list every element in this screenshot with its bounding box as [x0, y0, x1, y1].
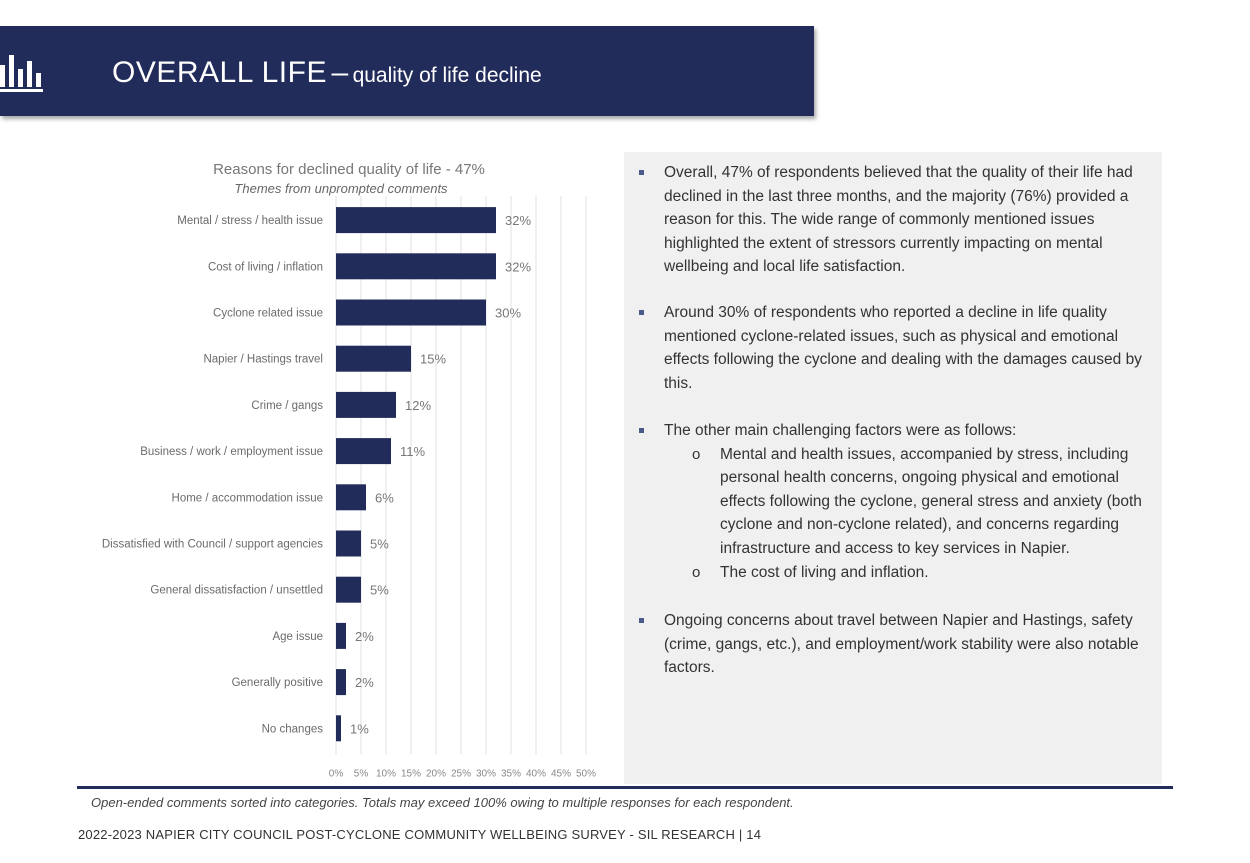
bullet-item [639, 419, 1149, 584]
category-label: Age issue [272, 630, 323, 643]
value-label: 15% [420, 351, 447, 367]
value-label: 2% [355, 628, 374, 644]
bullet-item [639, 161, 1149, 279]
sub-bullet-item [692, 443, 1149, 561]
category-label: No changes [261, 723, 323, 736]
footnote: Open-ended comments sorted into categories. Totals may exceed 100% owing to multiple responses for each respondent. [91, 795, 794, 810]
square-bullet-icon [639, 428, 644, 433]
bar [336, 715, 341, 741]
x-tick-label: 45% [550, 768, 572, 780]
bullet-item [639, 609, 1149, 680]
value-label: 2% [355, 675, 374, 691]
x-tick-label: 10% [375, 768, 397, 780]
bar [336, 531, 361, 557]
category-label: Cyclone related issue [213, 307, 323, 320]
chart-title: Reasons for declined quality of life - 47% [213, 161, 485, 178]
value-label: 6% [375, 490, 394, 506]
sub-bullet-text: The cost of living and inflation. [720, 563, 929, 581]
x-tick-label: 20% [425, 768, 447, 780]
x-tick-label: 15% [400, 768, 422, 780]
category-label: Cost of living / inflation [207, 261, 323, 274]
square-bullet-icon [639, 310, 644, 315]
circle-bullet-icon: o [692, 563, 701, 581]
title-dash: – [331, 56, 349, 89]
x-tick-label: 25% [450, 768, 472, 780]
bullet-text: Ongoing concerns about travel between Napier and Hastings, safety (crime, gangs, etc.), and employment/work stability were also notable factors. [664, 612, 1139, 677]
bar [336, 300, 486, 326]
x-tick-label: 0% [328, 768, 344, 780]
title-main: OVERALL LIFE [112, 56, 327, 89]
bar [336, 346, 411, 372]
square-bullet-icon [639, 618, 644, 623]
square-bullet-icon [639, 170, 644, 175]
x-tick-label: 40% [525, 768, 547, 780]
category-label: Business / work / employment issue [140, 446, 323, 459]
value-label: 32% [505, 259, 532, 275]
value-label: 11% [400, 444, 426, 460]
x-tick-label: 30% [475, 768, 497, 780]
bar [336, 207, 496, 233]
value-label: 30% [495, 305, 522, 321]
bar-chart-icon [0, 53, 46, 93]
reasons-bar-chart [0, 150, 620, 790]
x-tick-label: 50% [575, 768, 597, 780]
bullet-text: The other main challenging factors were as follows: [664, 422, 1017, 439]
footer-rule [77, 786, 1173, 789]
category-label: Dissatisfied with Council / support agencies [101, 538, 323, 551]
page-title [112, 56, 542, 90]
commentary-panel [624, 152, 1162, 784]
category-label: Napier / Hastings travel [203, 353, 323, 366]
chart-subtitle: Themes from unprompted comments [234, 181, 448, 196]
circle-bullet-icon: o [692, 445, 701, 463]
category-label: Mental / stress / health issue [177, 215, 323, 228]
bullet-text: Overall, 47% of respondents believed that the quality of their life had declined in the last three months, and the majority (76%) provided a reason for this. The wide range of commonly mentioned issues highlighted the extent of stressors currently impacting on mental wellbeing and local life satisfaction. [664, 164, 1133, 276]
category-label: Generally positive [231, 677, 323, 690]
value-label: 1% [350, 721, 369, 737]
bullet-text: Around 30% of respondents who reported a decline in life quality mentioned cyclone-related issues, such as physical and emotional effects following the cyclone and dealing with the damages caused by this. [664, 304, 1142, 392]
header-bar [0, 26, 814, 116]
x-tick-label: 5% [353, 768, 369, 780]
category-label: General dissatisfaction / unsettled [150, 584, 323, 597]
title-sub: quality of life decline [352, 64, 542, 87]
bar [336, 669, 346, 695]
value-label: 12% [405, 397, 432, 413]
bar [336, 484, 366, 510]
bar [336, 438, 391, 464]
category-label: Home / accommodation issue [171, 492, 323, 505]
bullet-item [639, 301, 1149, 395]
x-tick-label: 35% [500, 768, 522, 780]
value-label: 5% [370, 582, 389, 598]
category-label: Crime / gangs [251, 399, 323, 412]
bar [336, 623, 346, 649]
bar [336, 577, 361, 603]
bar [336, 253, 496, 279]
value-label: 32% [505, 213, 532, 229]
sub-bullet-text: Mental and health issues, accompanied by stress, including personal health concerns, ongoing physical and emotional effects following the cyclone, general stress and anxiety (both cyclone and non-cyclone related), and concerns regarding infrastructure and access to key services in Napier. [720, 445, 1142, 557]
sub-bullet-item [692, 561, 1149, 585]
page-footer: 2022-2023 NAPIER CITY COUNCIL POST-CYCLONE COMMUNITY WELLBEING SURVEY - SIL RESEARCH | 14 [78, 827, 762, 842]
value-label: 5% [370, 536, 389, 552]
bar [336, 392, 396, 418]
